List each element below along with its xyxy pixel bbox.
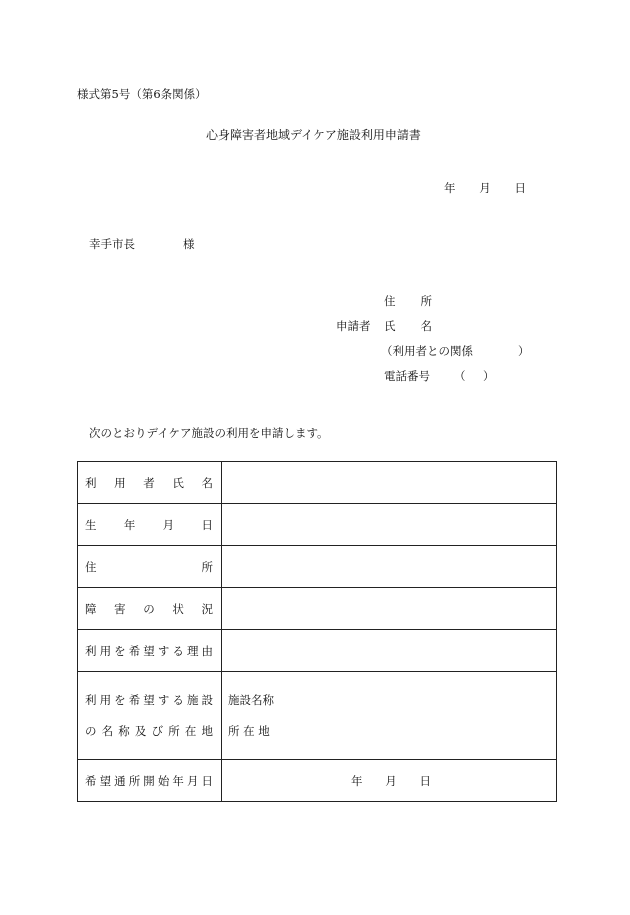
row-address <box>78 546 557 588</box>
label-birth-date: 生 年 月 日 <box>78 504 222 546</box>
row-disability <box>78 588 557 630</box>
label-user-name: 利 用 者 氏 名 <box>78 462 222 504</box>
field-address[interactable] <box>222 546 557 588</box>
applicant-name-label: 氏 名 <box>384 319 432 333</box>
addressee-mayor: 幸手市長 <box>89 237 135 251</box>
label-disability: 障 害 の 状 況 <box>78 588 222 630</box>
row-reason <box>78 630 557 672</box>
applicant-relation-label: （利用者との関係 <box>381 344 473 358</box>
start-month-label: 月 <box>385 773 397 788</box>
applicant-label: 申請者 <box>336 319 371 333</box>
date-year-label: 年 <box>444 181 456 195</box>
row-facility <box>78 672 557 760</box>
applicant-phone-close: ） <box>483 369 495 383</box>
application-statement: 次のとおりデイケア施設の利用を申請します。 <box>89 426 329 440</box>
label-address: 住 所 <box>78 546 222 588</box>
field-user-name[interactable] <box>222 462 557 504</box>
form-number: 様式第5号（第6条関係） <box>77 87 207 101</box>
addressee-honorific: 様 <box>183 237 195 251</box>
start-day-label: 日 <box>419 773 431 788</box>
field-reason[interactable] <box>222 630 557 672</box>
date-line <box>444 180 526 196</box>
applicant-phone-label: 電話番号 <box>384 369 430 383</box>
start-year-label: 年 <box>351 773 363 788</box>
row-user-name <box>78 462 557 504</box>
field-facility[interactable] <box>222 672 557 760</box>
facility-location-label: 所 在 地 <box>228 724 270 738</box>
label-facility: 利 用 を 希 望 す る 施 設 の 名 称 及 び 所 在 地 <box>78 672 222 760</box>
field-birth-date[interactable] <box>222 504 557 546</box>
applicant-phone-open: （ <box>454 369 466 383</box>
applicant-relation-close: ） <box>518 344 530 358</box>
applicant-address-label: 住 所 <box>384 294 432 308</box>
application-table <box>77 461 557 802</box>
field-disability[interactable] <box>222 588 557 630</box>
label-reason: 利 用 を 希 望 す る 理 由 <box>78 630 222 672</box>
row-birth-date <box>78 504 557 546</box>
form-title: 心身障害者地域デイケア施設利用申請書 <box>206 128 421 142</box>
row-start-date <box>78 760 557 802</box>
field-start-date[interactable] <box>222 760 557 802</box>
facility-name-label: 施設名称 <box>228 693 274 707</box>
date-day-label: 日 <box>514 181 526 195</box>
date-month-label: 月 <box>479 181 491 195</box>
label-start-date: 希 望 通 所 開 始 年 月 日 <box>78 760 222 802</box>
